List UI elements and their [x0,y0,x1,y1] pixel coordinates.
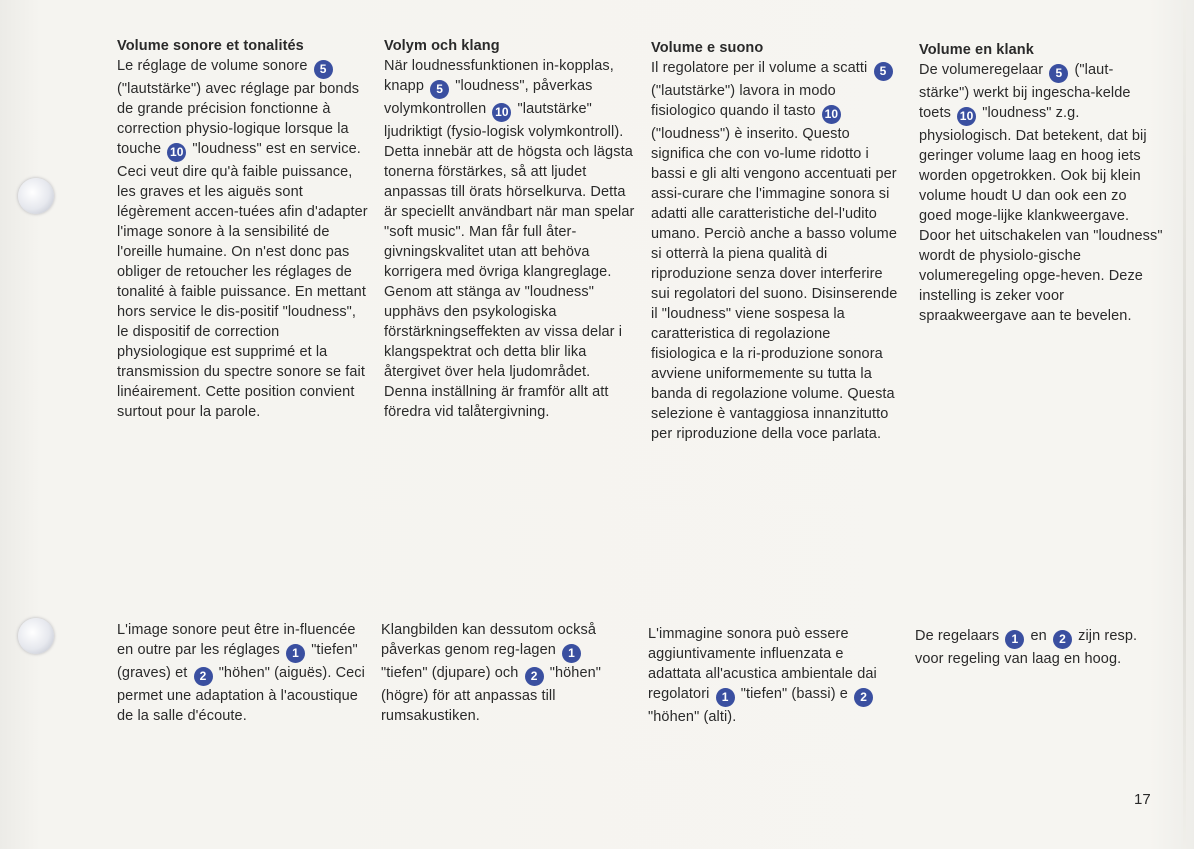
key-2-icon: 2 [525,667,544,686]
binder-hole-bottom [18,618,54,654]
key-10-icon: 10 [957,107,976,126]
column-swedish [384,36,636,422]
key-2-icon: 2 [1053,630,1072,649]
key-5-icon: 5 [874,62,893,81]
binder-hole-top [18,178,54,214]
key-10-icon: 10 [822,105,841,124]
paragraph-italian: Il regolatore per il volume a scatti 5 ("lautstärke") lavora in modo fisiologico quando il tasto 10 ("loudness") è inserito. Questo significa che con vo-lume ridotto i bassi e gli alti vengono accentuati per assi-curare che l'immagine sonora si adatti alle caratteristiche del-l'udito umano. Perciò anche a basso volume si otterrà la piena qualità di riproduzione senza dover interferire sui regolatori del suono. Disinserende il "loudness" viene sospesa la caratteristica di regolazione fisiologica e la ri-produzione sonora avviene uniformemente su tutta la banda di regolazione volume. Questa selezione è vantaggiosa innanzitutto per riproduzione della voce parlata. [651,60,898,442]
key-2-icon: 2 [194,667,213,686]
page-edge [1183,0,1186,849]
key-2-icon: 2 [854,688,873,707]
column-swedish-bottom [381,620,633,726]
heading-italian: Volume e suono [651,40,764,56]
key-5-icon: 5 [314,60,333,79]
column-dutch-bottom [915,626,1160,669]
column-french-bottom [117,620,367,726]
column-french [117,36,369,422]
paragraph-italian-bottom: L'immagine sonora può essere aggiuntivamente influenzata e adattata all'acustica ambientale dai regolatori 1 "tiefen" (bassi) e 2 "höhen" (alti). [648,626,877,725]
column-italian [651,38,899,444]
key-1-icon: 1 [716,688,735,707]
key-5-icon: 5 [430,80,449,99]
column-italian-bottom [648,624,888,727]
paragraph-dutch: De volumeregelaar 5 ("laut-stärke") werkt bij ingescha-kelde toets 10 "loudness" z.g. physiologisch. Dat betekent, dat bij geringer volume laag en hoog iets worden opgetrokken. Ook bij klein volume houdt U dan ook een zo goed moge-lijke klankweergave. Door het uitschakelen van "loudness" wordt de physiolo-gische volumeregeling opge-heven. Deze instelling is zeker voor spraakweergave aan te bevelen. [919,62,1163,324]
key-1-icon: 1 [1005,630,1024,649]
paragraph-french-bottom: L'image sonore peut être in-fluencée en outre par les réglages 1 "tiefen" (graves) et 2 "höhen" (aiguës). Ceci permet une adaptation à l'acoustique de la salle d'écoute. [117,622,365,724]
paragraph-dutch-bottom: De regelaars 1 en 2 zijn resp. voor regeling van laag en hoog. [915,628,1138,667]
paragraph-swedish-bottom: Klangbilden kan dessutom också påverkas genom reg-lagen 1 "tiefen" (djupare) och 2 "höhen" (högre) för att anpassas till rumsakustiken. [381,622,602,724]
heading-french: Volume sonore et tonalités [117,38,304,54]
key-1-icon: 1 [286,644,305,663]
heading-swedish: Volym och klang [384,38,500,54]
key-5-icon: 5 [1049,64,1068,83]
column-dutch [919,40,1163,326]
key-1-icon: 1 [562,644,581,663]
key-10-icon: 10 [492,103,511,122]
paragraph-swedish: När loudnessfunktionen in-kopplas, knapp 5 "loudness", påverkas volymkontrollen 10 "lautstärke" ljudriktigt (fysio-logisk volymkontroll). Detta innebär att de högsta och lägsta tonerna förstärkes, så att ljudet anpassas till örats hörselkurva. Detta är speciellt användbart när man spelar "soft music". Man får full åter-givningskvalitet utan att behöva korrigera med övriga klangreglage. Genom att stänga av "loudness" upphävs den psykologiska förstärkningseffekten av vissa delar i klangspektrat och detta blir lika återgivet över hela ljudområdet. Denna inställning är framför allt att föredra vid talåtergivning. [384,58,635,420]
heading-dutch: Volume en klank [919,42,1034,58]
paragraph-french: Le réglage de volume sonore 5 ("lautstärke") avec réglage par bonds de grande précision fonctionne à correction physio-logique lorsque la touche 10 "loudness" est en service. Ceci veut dire qu'à faible puissance, les graves et les aiguës sont légèrement accen-tuées afin d'adapter l'image sonore à la sensibilité de l'oreille humaine. On n'est donc pas obliger de retoucher les réglages de tonalité à faible puissance. En mettant hors service le dis-positif "loudness", le dispositif de correction physiologique est supprimé et la transmission du spectre sonore se fait linéairement. Cette position convient surtout pour la parole. [117,58,368,420]
key-10-icon: 10 [167,143,186,162]
page-number: 17 [1134,791,1151,808]
